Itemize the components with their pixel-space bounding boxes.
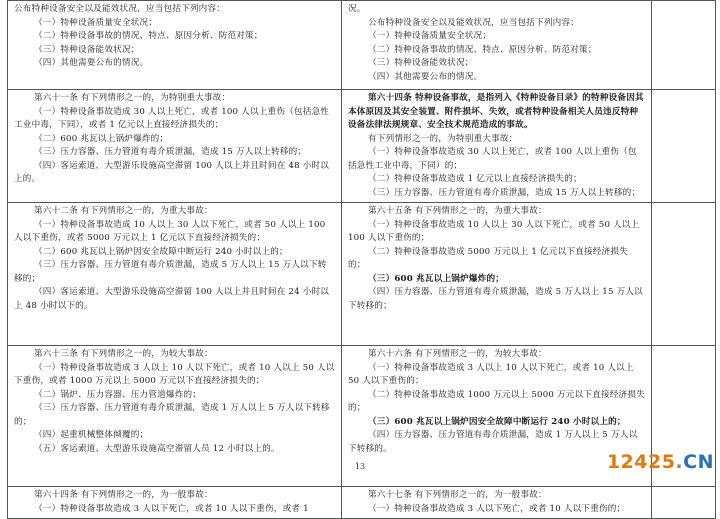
- new-text-cell: [342, 203, 652, 346]
- clause-text: （三）特种设备能效状况；: [368, 58, 474, 68]
- amended-clause-text: （三）600 兆瓦以上锅炉因安全故障中断运行 240 小时以上的；: [368, 416, 626, 427]
- comparison-row: [8, 90, 716, 203]
- comparison-row: [8, 487, 716, 519]
- clause-text: （二）特种设备事故造成 5000 万元以上 1 亿元以下直接经济损失的；: [348, 246, 628, 270]
- clause-text: （三）压力容器、压力管道有毒介质泄漏，造成 1 万人以上 5 万人以下转移的；: [14, 403, 330, 427]
- clause-text: （一）特种设备事故造成 10 人以上 30 人以下死亡，或者 50 人以上 100 人以下重伤的；: [348, 219, 640, 243]
- new-text-cell: [342, 1, 652, 90]
- note-cell: [652, 487, 716, 519]
- old-text-cell: [8, 90, 342, 203]
- clause-text: 第六十二条 有下列情形之一的，为重大事故：: [34, 206, 213, 216]
- clause-text: （二）特种设备事故造成 1 亿元以上直接经济损失的；: [368, 174, 582, 184]
- new-text-cell: [342, 487, 652, 519]
- clause-text: 公布特种设备安全以及能效状况，应当包括下列内容：: [14, 4, 226, 14]
- clause-text: （二）特种设备事故的情况、特点、原因分析、防范对策；: [368, 44, 597, 55]
- clause-text: 第六十七条 有下列情形之一的，为一般事故：: [368, 490, 547, 500]
- clause-text: 第六十六条 有下列情形之一的，为较大事故：: [368, 349, 547, 359]
- clause-text: （一）特种设备事故造成 30 人以上死亡，或者 100 人以上重伤（包括急性工业中毒，下同），或者 1 亿元以上直接经济损失的；: [14, 106, 330, 130]
- old-text-cell: [8, 203, 342, 346]
- clause-text: 况。: [348, 4, 366, 14]
- clause-text: （一）特种设备质量安全状况；: [368, 31, 492, 41]
- clause-text: （四）压力容器、压力管道有毒介质泄漏，造成 1 万人以上 5 万人以下转移的。: [348, 430, 638, 454]
- old-text-cell: [8, 1, 342, 90]
- clause-text: 有下列情形之一的，为特别重大事故：: [368, 133, 518, 144]
- new-text-cell: [342, 90, 652, 203]
- clause-text: 第六十一条 有下列情形之一的，为特别重大事故：: [34, 93, 231, 103]
- note-cell: [652, 1, 716, 90]
- watermark-digits: 12425: [606, 451, 676, 473]
- clause-text: （二）特种设备事故的情况、特点、原因分析、防范对策；: [34, 31, 263, 41]
- clause-text: （一）特种设备事故造成 3 人以上 10 人以下死亡，或者 10 人以上 50 人以下重伤的；: [348, 362, 634, 386]
- clause-text: （二）600 兆瓦以上锅炉因安全故障中断运行 240 小时以上的；: [34, 246, 288, 257]
- clause-text: 第六十四条 有下列情形之一的，为一般事故：: [34, 490, 213, 500]
- clause-text: （三）压力容器、压力管道有毒介质泄漏，造成 15 万人以上转移的；: [368, 187, 641, 198]
- note-cell: [652, 90, 716, 203]
- clause-text: （二）特种设备事故造成 1000 万元以上 5000 万元以下直接经济损失的；: [348, 389, 645, 413]
- clause-text: 第六十三条 有下列情形之一的，为较大事故：: [34, 349, 213, 359]
- clause-text: （一）特种设备事故造成 3 人以上 10 人以下死亡，或者 10 人以上 50 人以下重伤，或者 1000 万元以上 5000 万元以下直接经济损失的；: [14, 362, 335, 386]
- clause-text: （四）压力容器、压力管道有毒介质泄漏，造成 5 万人以上 15 万人以下转移的；: [348, 287, 643, 311]
- comparison-table: [7, 0, 716, 519]
- clause-text: （一）特种设备事故造成 10 人以上 30 人以下死亡，或者 50 人以上 100 人以下重伤，或者 5000 万元以上 1 亿元以下直接经济损失的；: [14, 219, 326, 243]
- clause-text: （一）特种设备事故造成 3 人以下死亡，或者 10 人以下重伤，或者 1: [34, 503, 309, 514]
- clause-text: （五）客运索道、大型游乐设施高空滞留人员 12 小时以上的。: [34, 443, 280, 454]
- page-number: 13: [354, 462, 366, 471]
- clause-text: （四）起重机械整体倾覆的；: [34, 430, 149, 440]
- clause-text: （二）600 兆瓦以上锅炉爆炸的；: [34, 133, 169, 144]
- old-text-cell: [8, 487, 342, 519]
- clause-text: （四）客运索道、大型游乐设施高空滞留 100 人以上并且时间在 48 小时以上的。: [14, 160, 330, 184]
- clause-text: （四）其他需要公布的情况。: [368, 71, 483, 82]
- clause-text: （一）特种设备事故造成 3 人以下死亡，或者 10 人以下重伤的；: [368, 503, 626, 514]
- clause-text: （一）特种设备事故造成 30 人以上死亡，或者 100 人以上重伤（包括急性工业中毒，下同）的；: [348, 147, 637, 171]
- clause-text: （四）其他需要公布的情况。: [34, 58, 149, 68]
- watermark-dot: .: [675, 451, 684, 473]
- amended-clause-text: （三）600 兆瓦以上锅炉爆炸的；: [368, 273, 505, 284]
- amended-clause-text: 第六十四条 特种设备事故，是指列入《特种设备目录》的特种设备因其本体原因及其安全装置、附件损坏、失效，或者特种设备相关人员违反特种设备法律法规规章、安全技术规范造成的事故。: [348, 93, 644, 130]
- clause-text: （一）特种设备质量安全状况；: [34, 17, 158, 28]
- clause-text: （四）客运索道、大型游乐设施高空滞留 100 人以上并且时间在 24 小时以上 48 小时以下的。: [14, 287, 330, 311]
- note-cell: [652, 203, 716, 346]
- site-watermark: [607, 451, 714, 473]
- comparison-table-body: [8, 1, 716, 519]
- clause-text: （三）压力容器、压力管道有毒介质泄漏，造成 15 万人以上转移的；: [34, 147, 307, 157]
- comparison-row: [8, 203, 716, 346]
- clause-text: （三）特种设备能效状况；: [34, 44, 140, 55]
- clause-text: （二）锅炉、压力容器、压力管道爆炸的；: [34, 389, 202, 400]
- clause-text: 第六十五条 有下列情形之一的，为重大事故：: [368, 206, 547, 216]
- comparison-row: [8, 1, 716, 90]
- clause-text: 公布特种设备安全以及能效状况，应当包括下列内容：: [368, 17, 580, 28]
- watermark-tld: CN: [683, 451, 714, 473]
- clause-text: （三）压力容器、压力管道有毒介质泄漏，造成 5 万人以上 15 万人以下转移的；: [14, 260, 327, 284]
